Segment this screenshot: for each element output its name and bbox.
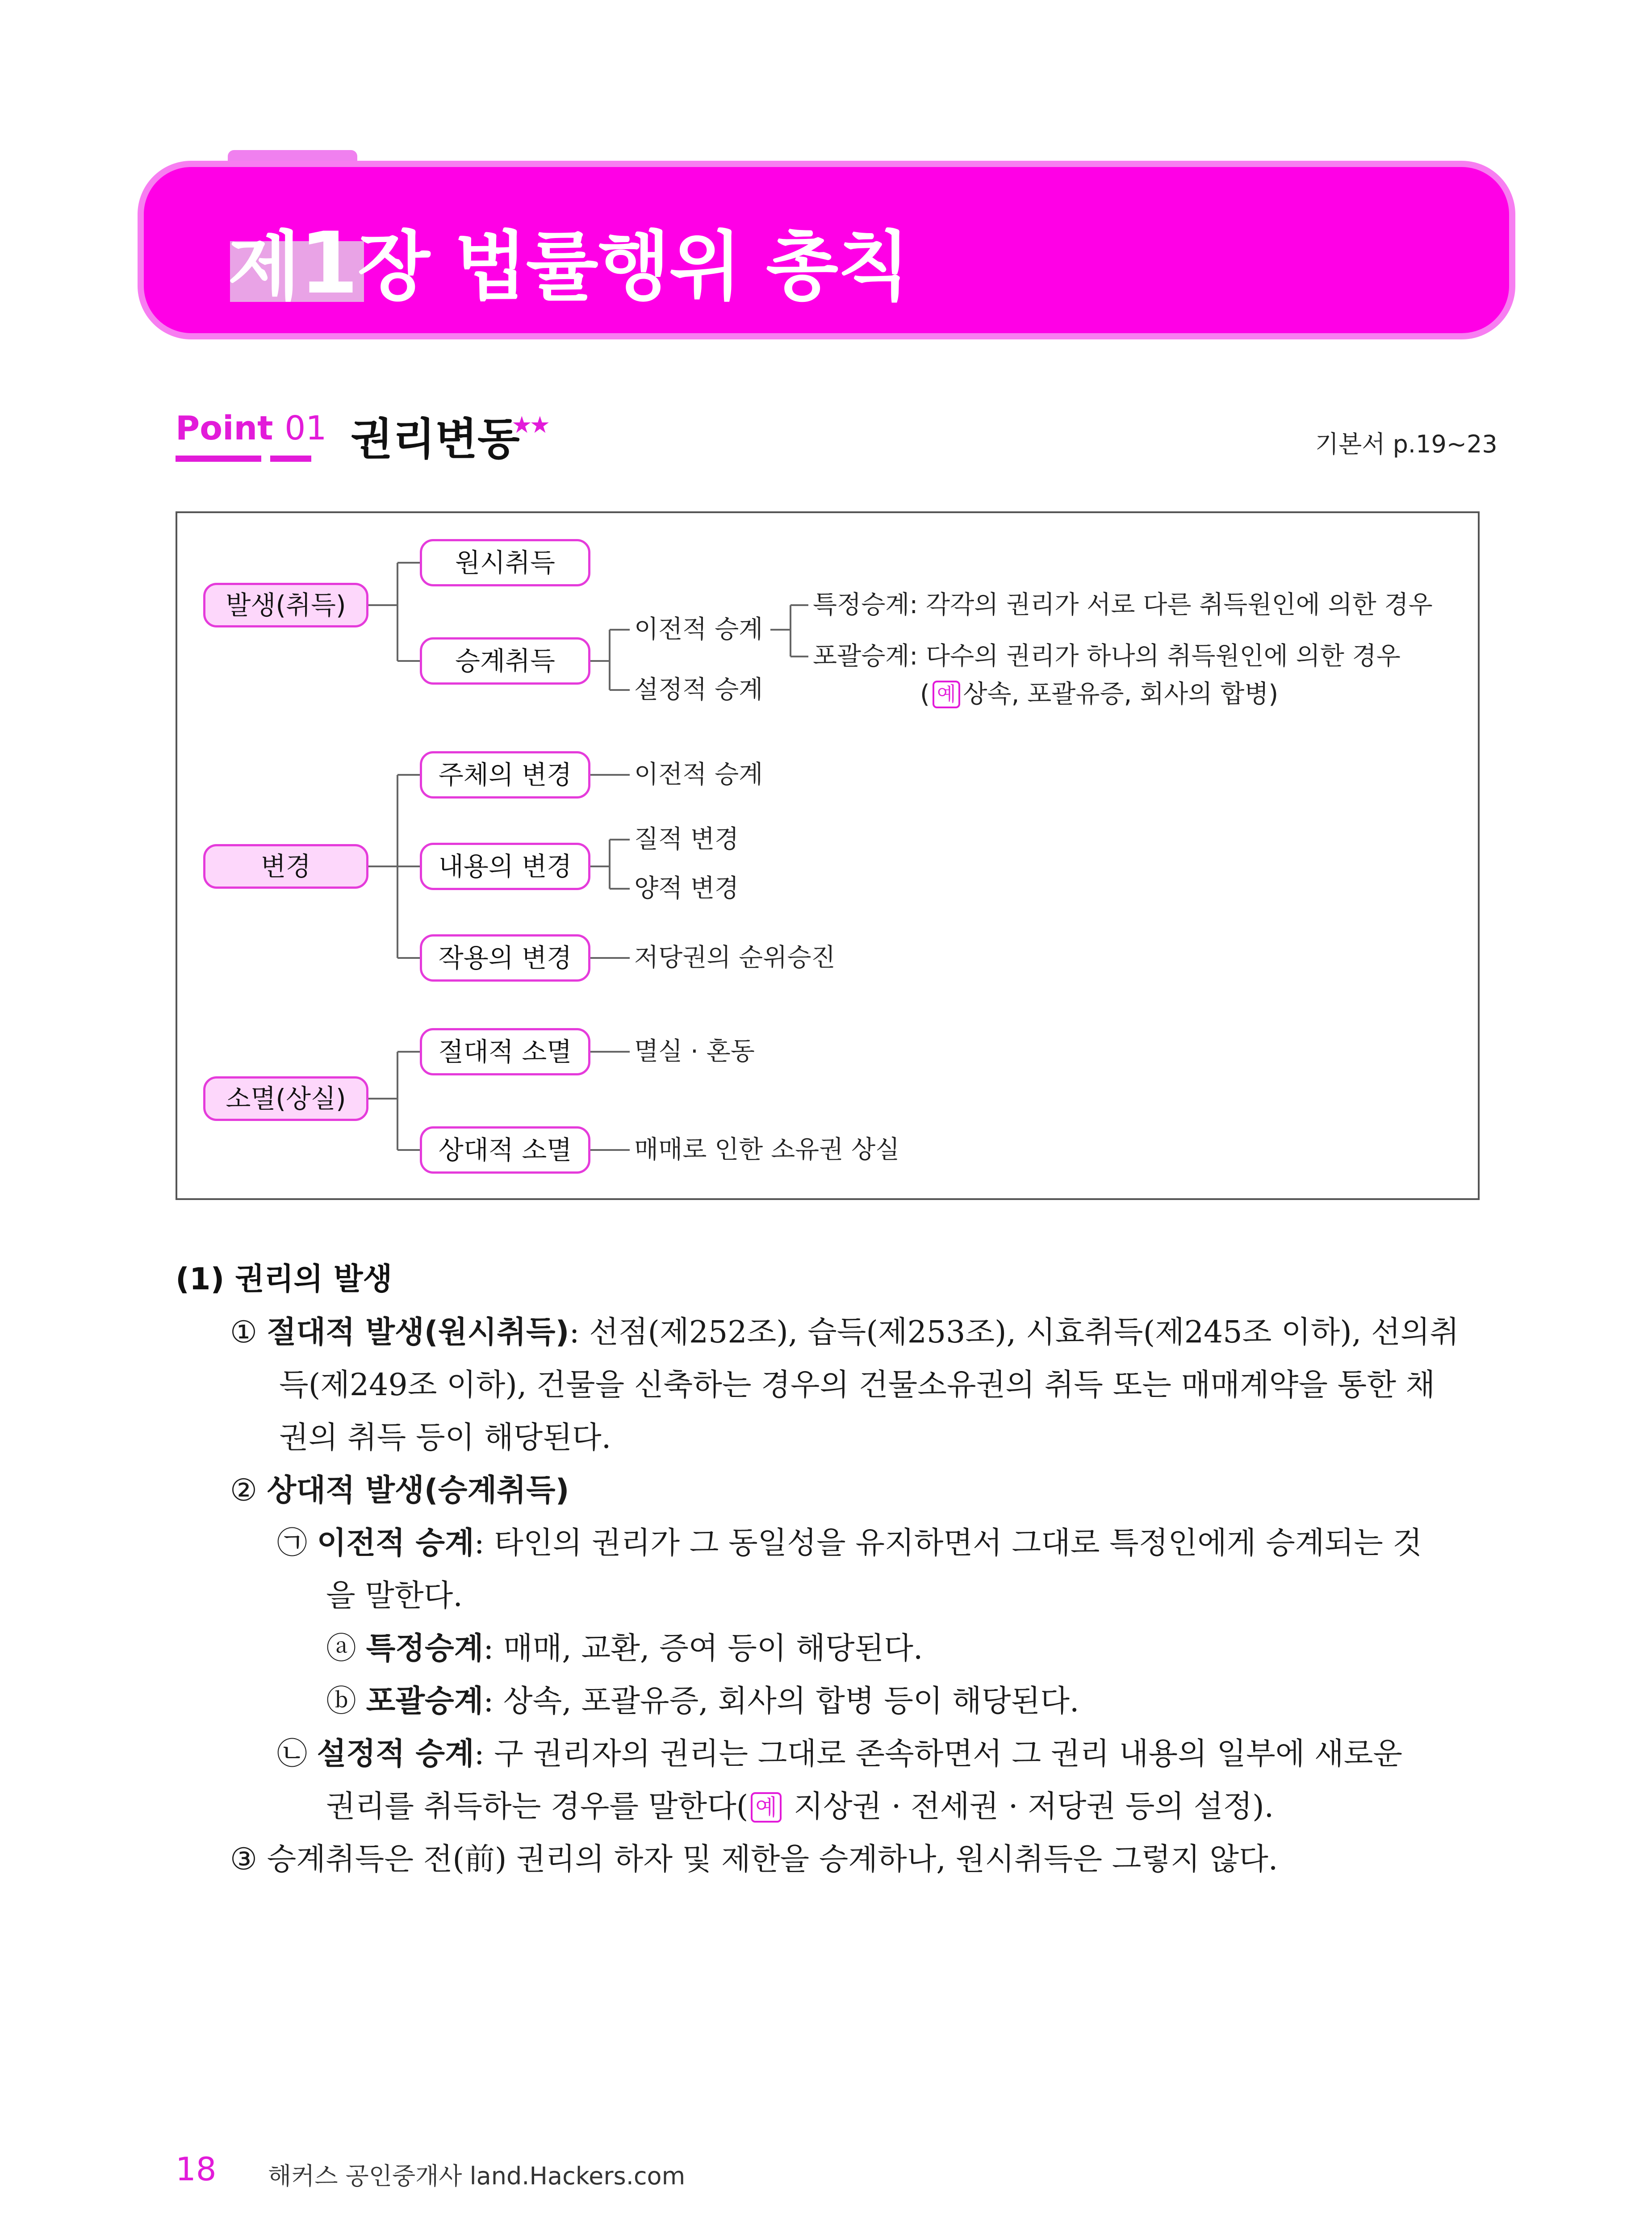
footer-text: 해커스 공인중개사 land.Hackers.com <box>268 2162 686 2190</box>
importance-stars: ★★ <box>511 412 548 439</box>
chapter-suffix: 장 <box>357 223 429 310</box>
section-heading: (1) 권리의 발생 <box>176 1262 393 1297</box>
label-qualitative-change: 질적 변경 <box>634 825 739 854</box>
label-universal-succession: 포괄승계: 다수의 권리가 하나의 취득원인에 의한 경우 <box>813 642 1401 671</box>
chapter-number: 1 <box>299 214 358 313</box>
item1-text-1: : 선점(제252조), 습득(제253조), 시효취득(제245조 이하), 선의취 <box>569 1315 1460 1350</box>
point-number: 01 <box>284 409 327 447</box>
sub-a-line1 <box>277 1517 1422 1570</box>
label-creation-succession: 설정적 승계 <box>634 675 763 704</box>
item2-term: 상대적 발생(승계취득) <box>267 1473 569 1508</box>
sub-a2-term: 포괄승계 <box>366 1684 484 1719</box>
chapter-prefix: 제 <box>228 223 300 310</box>
item1-term: 절대적 발생(원시취득) <box>267 1315 569 1350</box>
item2-marker: ② <box>230 1473 257 1508</box>
sub-a-term: 이전적 승계 <box>317 1526 474 1561</box>
page-number: 18 <box>176 2150 217 2188</box>
label-effect-change-desc: 저당권의 순위승진 <box>634 943 836 972</box>
label-quantitative-change: 양적 변경 <box>634 874 739 903</box>
item2-line <box>230 1464 569 1517</box>
chapter-title <box>228 214 909 313</box>
label-specific-succession: 특정승계: 각각의 권리가 서로 다른 취득원인에 의한 경우 <box>813 590 1433 619</box>
sub-b-marker: ㉡ <box>277 1736 308 1772</box>
item1-line1 <box>230 1306 1459 1359</box>
sub-a-line2: 을 말한다. <box>326 1578 463 1614</box>
chapter-title-text: 법률행위 총칙 <box>454 223 909 310</box>
box-succession-acquisition: 승계취득 <box>420 637 590 685</box>
point-underline-2 <box>270 456 311 462</box>
box-effect-change: 작용의 변경 <box>420 934 590 982</box>
label-transfer-succession: 이전적 승계 <box>634 615 763 644</box>
point-title: 권리변동 <box>351 414 520 465</box>
item3-line <box>230 1833 1278 1886</box>
point-word: Point <box>176 409 273 447</box>
sub-a2-marker: ⓑ <box>326 1684 357 1719</box>
universal-example-text: 상속, 포괄유증, 회사의 합병) <box>963 680 1279 709</box>
sub-a1-marker: ⓐ <box>326 1631 357 1666</box>
label-universal-example: ( 예 상속, 포괄유증, 회사의 합병) <box>920 680 1279 709</box>
sub-a2-line <box>326 1675 1079 1728</box>
sub-b-line2 <box>326 1781 1274 1833</box>
box-original-acquisition: 원시취득 <box>420 539 590 586</box>
sub-a-text-1: : 타인의 권리가 그 동일성을 유지하면서 그대로 특정인에게 승계되는 것 <box>474 1526 1422 1561</box>
sub-a1-term: 특정승계 <box>366 1631 484 1666</box>
textbook-reference: 기본서 p.19~23 <box>1315 430 1497 458</box>
sub-b-text-1: : 구 권리자의 권리는 그대로 존속하면서 그 권리 내용의 일부에 새로운 <box>474 1736 1403 1772</box>
example-icon: 예 <box>751 1792 781 1823</box>
box-absolute-extinction: 절대적 소멸 <box>420 1028 590 1075</box>
point-label <box>176 409 326 447</box>
item3-text: 승계취득은 전(前) 권리의 하자 및 제한을 승계하나, 원시취득은 그렇지 않다. <box>267 1842 1278 1877</box>
box-subject-change: 주체의 변경 <box>420 751 590 799</box>
sub-a1-text: : 매매, 교환, 증여 등이 해당된다. <box>483 1631 923 1666</box>
example-icon: 예 <box>933 681 961 708</box>
label-absolute-extinction-desc: 멸실 · 혼동 <box>634 1037 755 1066</box>
category-change: 변경 <box>203 844 368 889</box>
category-extinction: 소멸(상실) <box>203 1076 368 1121</box>
sub-a1-line <box>326 1622 923 1675</box>
category-acquisition: 발생(취득) <box>203 583 368 627</box>
item1-marker: ① <box>230 1315 257 1350</box>
sub-a-marker: ㉠ <box>277 1526 308 1561</box>
box-content-change: 내용의 변경 <box>420 843 590 890</box>
sub-a2-text: : 상속, 포괄유증, 회사의 합병 등이 해당된다. <box>483 1684 1079 1719</box>
sub-b-text-2b: 지상권 · 전세권 · 저당권 등의 설정). <box>784 1789 1274 1824</box>
sub-b-line1 <box>277 1728 1402 1781</box>
box-relative-extinction: 상대적 소멸 <box>420 1126 590 1174</box>
label-subject-change-desc: 이전적 승계 <box>634 760 763 789</box>
label-relative-extinction-desc: 매매로 인한 소유권 상실 <box>634 1135 900 1164</box>
sub-b-term: 설정적 승계 <box>317 1736 474 1772</box>
item1-line3: 권의 취득 등이 해당된다. <box>279 1420 611 1455</box>
point-underline-1 <box>176 456 261 462</box>
item1-line2: 득(제249조 이하), 건물을 신축하는 경우의 건물소유권의 취득 또는 매매계약을 통한 채 <box>279 1367 1435 1403</box>
item3-marker: ③ <box>230 1842 257 1877</box>
sub-b-text-2a: 권리를 취득하는 경우를 말한다( <box>326 1789 749 1824</box>
